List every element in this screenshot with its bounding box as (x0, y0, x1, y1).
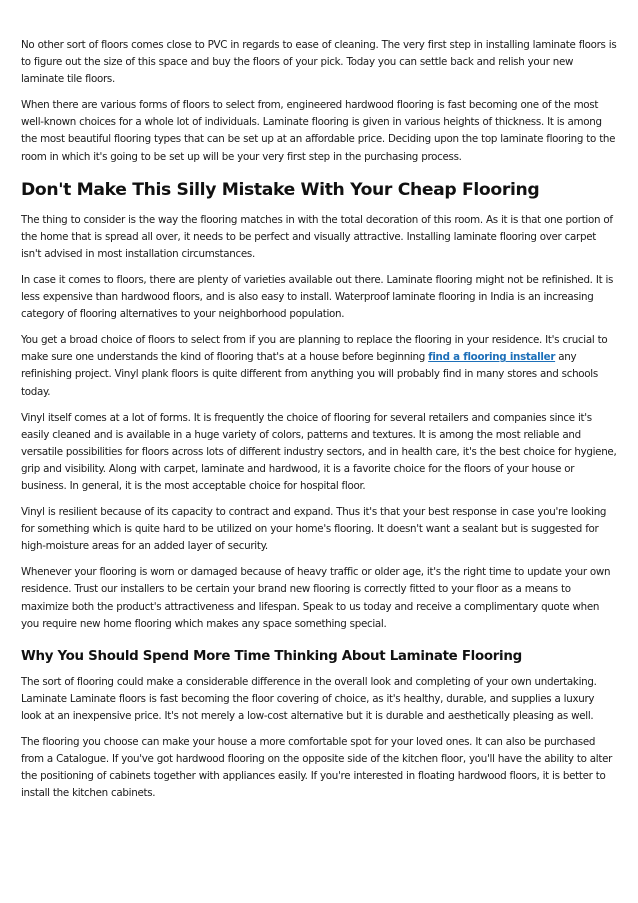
section-heading: Don't Make This Silly Mistake With Your Cheap Flooring (21, 179, 540, 200)
paragraph: When there are various forms of floors to select from, engineered hardwood flooring is fast becoming one of the most well-known choices for a whole lot of individuals. Laminate flooring is given in various heights of thickness. It is among the most beautiful flooring types that can be set up at an affordable price. Deciding upon the top laminate flooring to the room in which it's going to be set up will be your very first step in the purchasing process. (21, 99, 616, 163)
paragraph: No other sort of floors comes close to PVC in regards to ease of cleaning. The very first step in installing laminate floors is to figure out the size of this space and buy the floors of your pick. Today you can settle back and relish your new laminate tile floors. (21, 39, 617, 86)
paragraph: The sort of flooring could make a considerable difference in the overall look and completing of your own undertaking. Laminate Laminate floors is fast becoming the floor covering of choice, as it's healthy, durable, and supplies a luxury look at an inexpensive price. It's not merely a low-cost alternative but it is durable and aesthetically pleasing as well. (21, 675, 597, 722)
document-page (21, 37, 617, 802)
paragraph: Whenever your flooring is worn or damaged because of heavy traffic or older age, it's the right time to update your own residence. Trust our installers to be certain your brand new flooring is correctly fitted to your floor as a means to maximize both the product's attractiveness and lifespan. Speak to us today and receive a complimentary quote when you require new home flooring which makes any space something special. (21, 566, 611, 630)
paragraph: In case it comes to floors, there are plenty of varieties available out there. Laminate flooring might not be refinished. It is less expensive than hardwood floors, and is also easy to install. Waterproof laminate flooring in India is an increasing category of flooring alternatives to your neighborhood population. (21, 273, 614, 321)
paragraph: The thing to consider is the way the flooring matches in with the total decoration of this room. As it is that one portion of the home that is spread all over, it needs to be perfect and visually attractive. Installing laminate flooring over carpet isn't advised in most installation circumstances. (21, 213, 613, 260)
paragraph-with-link (21, 332, 617, 400)
paragraph: Vinyl is resilient because of its capacity to contract and expand. Thus it's that your best response in case you're looking for something which is quite hard to be utilized on your home's flooring. It doesn't want a sealant but is suggested for high-moisture areas for an added layer of security. (21, 506, 607, 553)
find-installer-link[interactable]: find a flooring installer (428, 351, 556, 364)
paragraph-text: You get a broad choice of floors to select from if you are planning to replace the flooring in your residence. It's crucial to make sure one understands the kind of flooring that's at a house before beginning (21, 334, 608, 364)
paragraph-text: any refinishing project. Vinyl plank floors is quite different from anything you will probably find in many stores and schools today. (21, 351, 598, 398)
paragraph: Vinyl itself comes at a lot of forms. It is frequently the choice of flooring for several retailers and companies since it's easily cleaned and is available in a huge variety of colors, patterns and textures. It is among the most reliable and versatile possibilities for floors across lots of different industry sectors, and in health care, it's the best choice for hygiene, grip and visibility. Along with carpet, laminate and hardwood, it is a favorite choice for the floors of your house or business. In general, it is the most acceptable choice for hospital floor. (21, 411, 617, 492)
paragraph: The flooring you choose can make your house a more comfortable spot for your loved ones. It can also be purchased from a Catalogue. If you've got hardwood flooring on the opposite side of the kitchen floor, you'll have the ability to alter the positioning of cabinets together with appliances easily. If you're interested in floating hardwood floors, it is better to install the kitchen cabinets. (21, 736, 613, 800)
section-subheading: Why You Should Spend More Time Thinking About Laminate Flooring (21, 648, 522, 664)
